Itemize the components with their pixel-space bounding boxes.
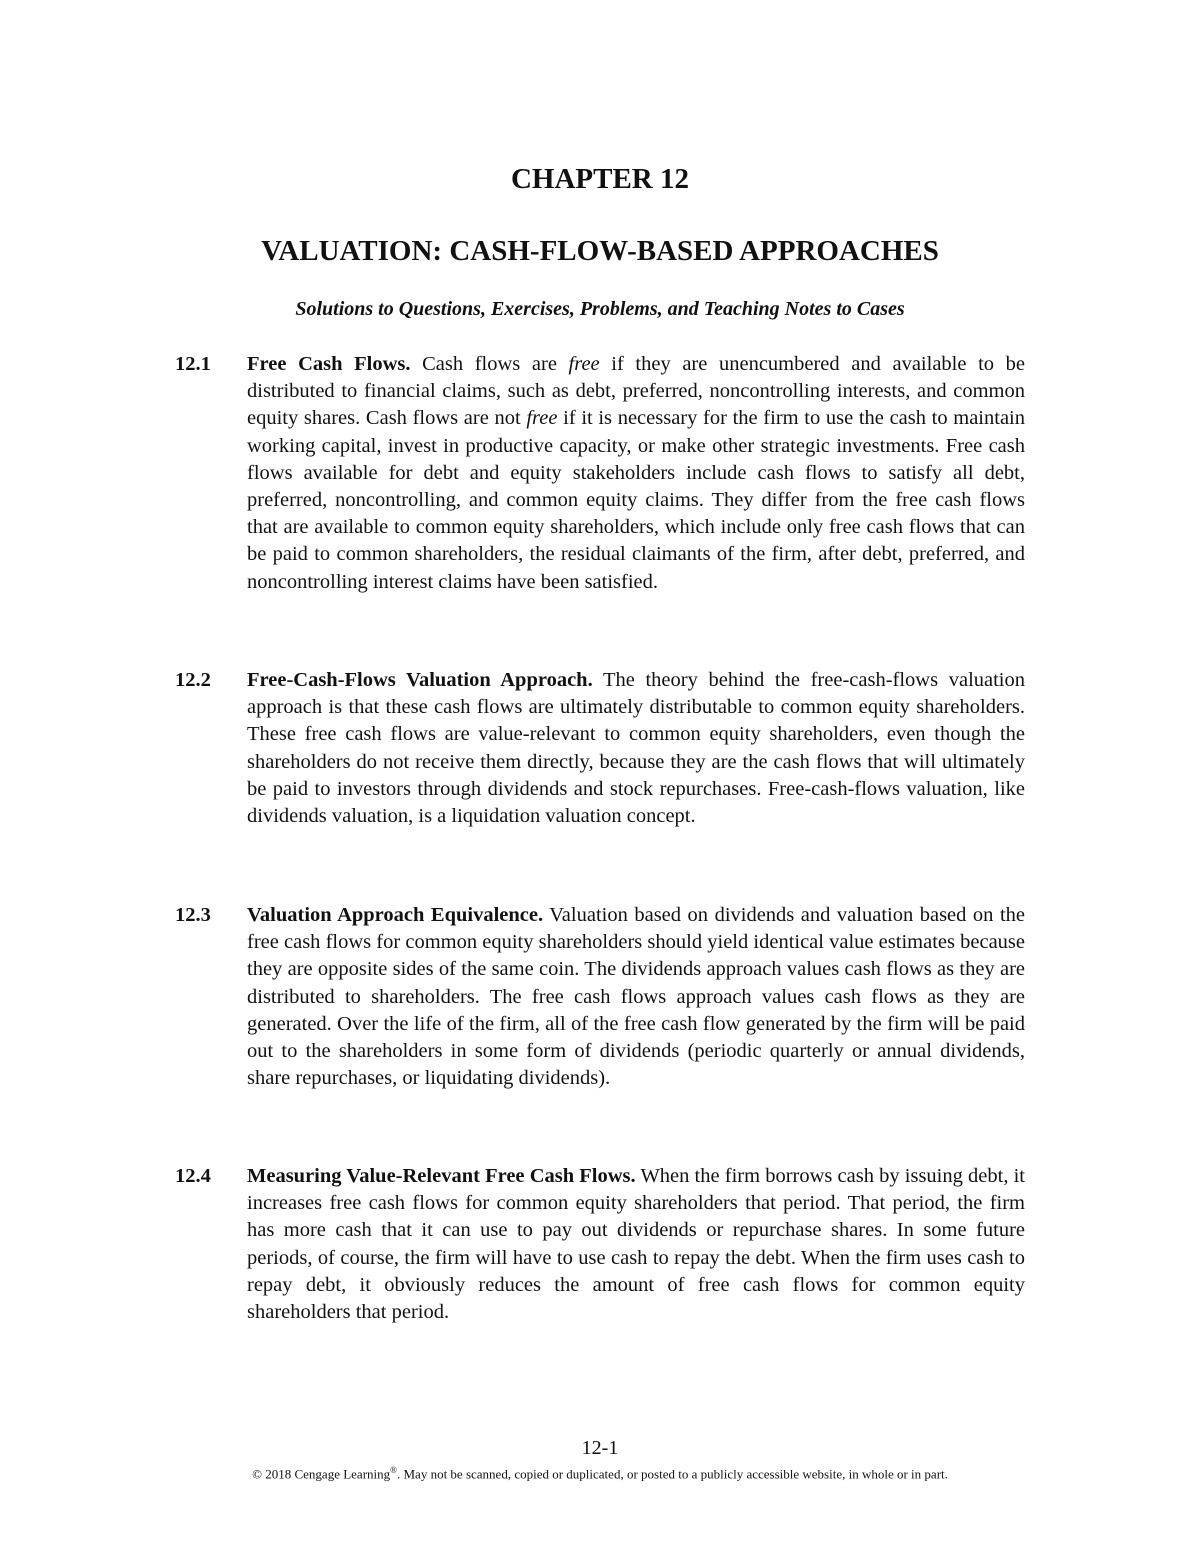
chapter-subtitle: Solutions to Questions, Exercises, Problems, and Teaching Notes to Cases <box>295 298 905 320</box>
copyright-text: . May not be scanned, copied or duplicated, or posted to a publicly accessible website, in whole or in part. <box>396 1466 948 1482</box>
item-number: 12.1 <box>175 353 211 375</box>
item-text: When the firm borrows cash by issuing debt, it increases free cash flows for common equity shareholders that period. That period, the firm has more cash that it can use to pay out dividends or repurchase shares. In some future periods, of course, the firm will have to use cash to repay the debt. When the firm uses cash to repay debt, it obviously reduces the amount of free cash flows for common equity shareholders that period. <box>247 1165 1025 1324</box>
chapter-heading: CHAPTER 12 <box>510 163 690 195</box>
item-text: if it is necessary for the firm to use the cash to maintain working capital, invest in productive capacity, or make other strategic investments. Free cash flows available for debt and equity stakeholders include cash flows to satisfy all debt, preferred, noncontrolling, and common equity claims. They differ from the free cash flows that are available to common equity shareholders, which include only free cash flows that can be paid to common shareholders, the residual claimants of the firm, after debt, preferred, and noncontrolling interest claims have been satisfied. <box>247 407 1025 593</box>
item-number: 12.4 <box>175 1165 211 1187</box>
item-heading: Free Cash Flows. <box>247 353 411 375</box>
copyright-notice <box>0 1465 1200 1482</box>
item-body <box>247 667 1025 830</box>
item-text: Valuation based on dividends and valuation based on the free cash flows for common equity shareholders should yield identical value estimates because they are opposite sides of the same coin. The dividends approach values cash flows as they are distributed to shareholders. The free cash flows approach values cash flows as they are generated. Over the life of the firm, all of the free cash flow generated by the firm will be paid out to the shareholders in some form of dividends (periodic quarterly or annual dividends, share repurchases, or liquidating dividends). <box>247 904 1025 1090</box>
item-heading: Measuring Value-Relevant Free Cash Flows. <box>247 1165 636 1187</box>
item-text: Cash flows are <box>410 353 569 375</box>
item-body <box>247 351 1025 596</box>
item-body <box>247 1163 1025 1326</box>
item-number: 12.2 <box>175 669 211 691</box>
item-text: if they are unencumbered and available to be distributed to financial claims, such as debt, preferred, noncontrolling interests, and common equity shares. Cash flows are not <box>247 353 1025 430</box>
item-heading: Valuation Approach Equivalence. <box>247 904 544 926</box>
emphasis-free: free <box>526 407 558 430</box>
registered-mark: ® <box>390 1465 397 1475</box>
chapter-title: VALUATION: CASH-FLOW-BASED APPROACHES <box>261 235 939 267</box>
item-number: 12.3 <box>175 904 211 926</box>
copyright-text: © 2018 Cengage Learning <box>252 1466 391 1482</box>
item-body <box>247 902 1025 1092</box>
item-heading: Free-Cash-Flows Valuation Approach. <box>247 669 593 691</box>
emphasis-free: free <box>568 353 600 375</box>
item-text: The theory behind the free-cash-flows valuation approach is that these cash flows are ultimately distributable to common equity shareholders. These free cash flows are value-relevant to common equity shareholders, even though the shareholders do not receive them directly, because they are the cash flows that will ultimately be paid to investors through dividends and stock repurchases. Free-cash-flows valuation, like dividends valuation, is a liquidation valuation concept. <box>247 669 1026 828</box>
page-number: 12-1 <box>581 1437 619 1459</box>
